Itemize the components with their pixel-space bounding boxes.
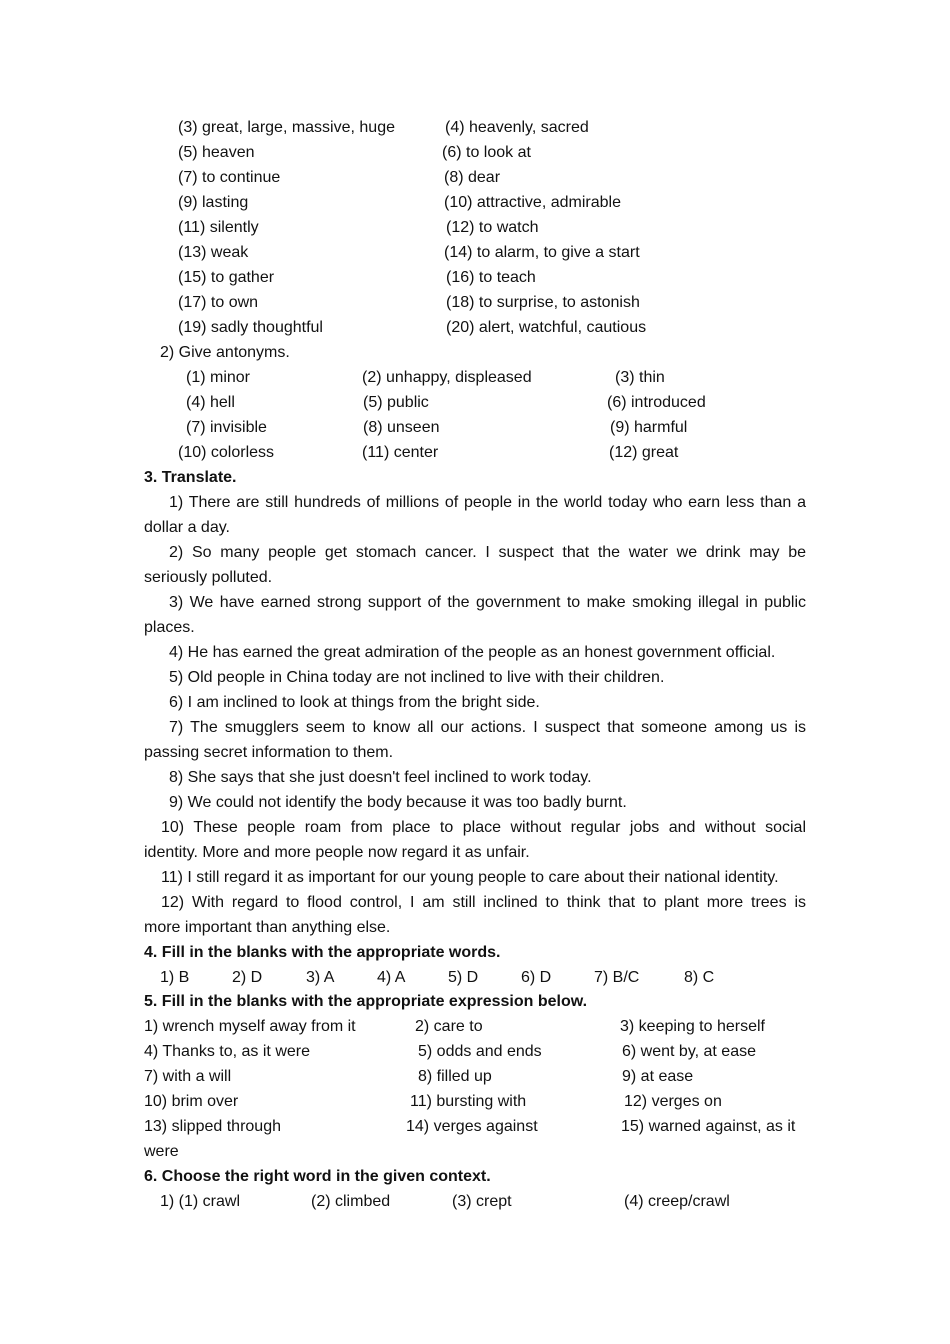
synonym-item: (12) to watch [446, 219, 539, 236]
translate-line: 10) These people roam from place to place without regular jobs and without social [161, 819, 806, 836]
translate-line: passing secret information to them. [144, 744, 394, 761]
answer-item: 7) B/C [594, 969, 640, 986]
expression-item: 9) at ease [622, 1068, 694, 1085]
antonym-item: (9) harmful [610, 419, 688, 436]
expression-item: 10) brim over [144, 1093, 239, 1110]
translate-line: 7) The smugglers seem to know all our actions. I suspect that someone among us is [169, 719, 806, 736]
translate-line: dollar a day. [144, 519, 230, 536]
expression-item: 14) verges against [406, 1118, 538, 1135]
expression-item: 8) filled up [418, 1068, 492, 1085]
expression-item: 1) wrench myself away from it [144, 1018, 356, 1035]
translate-line: 8) She says that she just doesn't feel inclined to work today. [169, 769, 592, 786]
expression-item: were [144, 1143, 179, 1160]
choice-item: 1) (1) crawl [160, 1193, 241, 1210]
translate-line: 11) I still regard it as important for our young people to care about their national identity. [161, 869, 779, 886]
translate-line: 4) He has earned the great admiration of the people as an honest government official. [169, 644, 776, 661]
expression-item: 3) keeping to herself [620, 1018, 765, 1035]
choice-item: (2) climbed [311, 1193, 391, 1210]
expression-item: 13) slipped through [144, 1118, 281, 1135]
choice-item: (4) creep/crawl [624, 1193, 730, 1210]
translate-line: 6) I am inclined to look at things from the bright side. [169, 694, 540, 711]
synonym-item: (20) alert, watchful, cautious [446, 319, 647, 336]
antonym-item: (12) great [609, 444, 679, 461]
answer-item: 6) D [521, 969, 552, 986]
answer-item: 4) A [377, 969, 406, 986]
synonym-item: (4) heavenly, sacred [445, 119, 589, 136]
expression-item: 5) odds and ends [418, 1043, 542, 1060]
translate-line: 12) With regard to flood control, I am still inclined to think that to plant more trees is [161, 894, 806, 911]
expression-item: 2) care to [415, 1018, 483, 1035]
expression-item: 7) with a will [144, 1068, 232, 1085]
translate-line: 9) We could not identify the body because it was too badly burnt. [169, 794, 627, 811]
antonym-item: (2) unhappy, displeased [362, 369, 532, 386]
synonym-item: (13) weak [178, 244, 249, 261]
choice-item: (3) crept [452, 1193, 512, 1210]
translate-line: 5) Old people in China today are not inclined to live with their children. [169, 669, 665, 686]
section-heading-fill-words: 4. Fill in the blanks with the appropriate words. [144, 944, 501, 961]
expression-item: 11) bursting with [410, 1093, 527, 1110]
section-heading-translate: 3. Translate. [144, 469, 237, 486]
synonym-item: (8) dear [444, 169, 501, 186]
antonym-item: (5) public [363, 394, 429, 411]
answer-item: 3) A [306, 969, 335, 986]
synonym-item: (18) to surprise, to astonish [446, 294, 640, 311]
synonym-item: (15) to gather [178, 269, 275, 286]
antonym-item: (7) invisible [186, 419, 267, 436]
synonym-item: (6) to look at [442, 144, 531, 161]
section-heading-choose-word: 6. Choose the right word in the given context. [144, 1168, 491, 1185]
synonym-item: (17) to own [178, 294, 259, 311]
antonym-item: (1) minor [186, 369, 251, 386]
antonym-item: (10) colorless [178, 444, 275, 461]
translate-line: 3) We have earned strong support of the government to make smoking illegal in public [169, 594, 806, 611]
translate-line: places. [144, 619, 195, 636]
expression-item: 6) went by, at ease [622, 1043, 756, 1060]
antonym-item: (8) unseen [363, 419, 440, 436]
synonym-item: (10) attractive, admirable [444, 194, 621, 211]
synonym-item: (9) lasting [178, 194, 249, 211]
synonym-item: (7) to continue [178, 169, 281, 186]
synonym-item: (16) to teach [446, 269, 536, 286]
synonym-item: (14) to alarm, to give a start [444, 244, 640, 261]
synonym-item: (3) great, large, massive, huge [178, 119, 395, 136]
antonym-item: (11) center [362, 444, 439, 461]
expression-item: 12) verges on [624, 1093, 722, 1110]
translate-line: more important than anything else. [144, 919, 391, 936]
answer-item: 5) D [448, 969, 479, 986]
antonym-item: (3) thin [615, 369, 665, 386]
antonyms-heading: 2) Give antonyms. [160, 344, 290, 361]
synonym-item: (11) silently [178, 219, 259, 236]
answer-item: 1) B [160, 969, 190, 986]
answer-item: 8) C [684, 969, 715, 986]
expression-item: 15) warned against, as it [621, 1118, 796, 1135]
antonym-item: (4) hell [186, 394, 235, 411]
expression-item: 4) Thanks to, as it were [144, 1043, 310, 1060]
translate-line: 2) So many people get stomach cancer. I suspect that the water we drink may be [169, 544, 806, 561]
synonym-item: (5) heaven [178, 144, 255, 161]
translate-line: seriously polluted. [144, 569, 273, 586]
translate-line: 1) There are still hundreds of millions of people in the world today who earn less than a [169, 494, 806, 511]
synonym-item: (19) sadly thoughtful [178, 319, 323, 336]
section-heading-fill-expressions: 5. Fill in the blanks with the appropriate expression below. [144, 993, 588, 1010]
answer-item: 2) D [232, 969, 263, 986]
translate-line: identity. More and more people now regard it as unfair. [144, 844, 530, 861]
antonym-item: (6) introduced [607, 394, 706, 411]
